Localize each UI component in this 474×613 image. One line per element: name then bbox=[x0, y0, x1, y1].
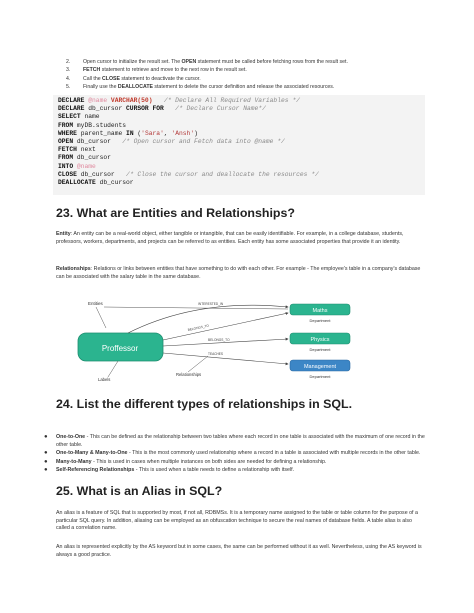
interested-in-arrow bbox=[128, 305, 288, 333]
department-label: Department bbox=[309, 347, 331, 352]
teaches-label: TEACHES bbox=[208, 352, 224, 356]
list-item: ● Many-to-Many - This is used in cases when multiple instances on both sides are needed for defining a relationship. bbox=[44, 458, 327, 465]
code-line: DEALLOCATE db_cursor bbox=[58, 179, 134, 187]
relationships-label: Relationships bbox=[176, 372, 202, 377]
list-item: 3. FETCH statement to retrieve and move to the next row in the result set. bbox=[66, 67, 247, 74]
relationship-types-list bbox=[44, 434, 429, 476]
code-line: FETCH next bbox=[58, 146, 96, 154]
sql-code-block bbox=[53, 95, 425, 195]
relationships-paragraph: Relationships: Relations or links between entities that have something to do with each other. For example - The employee's table in a company's database can be associated with the salary table in the same database. bbox=[56, 266, 421, 280]
code-line: FROM db_cursor bbox=[58, 154, 111, 162]
code-line: CLOSE db_cursor /* Close the cursor and deallocate the resources */ bbox=[58, 170, 319, 178]
alias-paragraph-2: An alias is represented explicitly by the AS keyword but in some cases, the same can be performed without it as well. Nevertheless, using the AS keyword is always a good practice. bbox=[56, 544, 422, 558]
entity-paragraph: Entity: An entity can be a real-world object, either tangible or intangible, that can be easily identifiable. For example, in a college database, students, professors, workers, departments, and projects can be referred to as entities. Each entity has some associated properties that provide it an identity. bbox=[56, 231, 404, 245]
code-line: WHERE parent_name IN ('Sara', 'Ansh') bbox=[58, 129, 198, 137]
code-line: SELECT name bbox=[58, 113, 100, 121]
bullet-icon: ● bbox=[44, 467, 48, 474]
code-line: DECLARE db_cursor CURSOR FOR /* Declare Cursor Name*/ bbox=[58, 105, 266, 113]
entities-label: Entities bbox=[88, 301, 103, 306]
list-item: ● One-to-Many & Many-to-One - This is the most commonly used relationship where a record in a table is associated with multiple records in the other table. bbox=[44, 450, 421, 457]
bullet-icon: ● bbox=[44, 434, 48, 440]
professor-label: Proffessor bbox=[101, 344, 139, 353]
code-line: INTO @name bbox=[58, 162, 96, 170]
list-item: 2. Open cursor to initialize the result set. The OPEN statement must be called before fetching rows from the result set. bbox=[66, 59, 348, 65]
code-line: OPEN db_cursor /* Open cursor and Fetch data into @name */ bbox=[58, 138, 285, 146]
code-line: DECLARE @name VARCHAR(50) /* Declare All Required Variables */ bbox=[58, 97, 300, 104]
labels-pointer bbox=[108, 361, 118, 377]
section-25-heading: 25. What is an Alias in SQL? bbox=[56, 484, 223, 498]
bullet-icon: ● bbox=[44, 450, 48, 457]
management-label: Management bbox=[303, 364, 337, 370]
labels-label: Labels bbox=[98, 377, 111, 382]
cursor-steps-list bbox=[66, 58, 436, 91]
belongs-to-arrow bbox=[163, 313, 288, 340]
entities-pointer bbox=[96, 307, 106, 328]
list-item: 4. Call the CLOSE statement to deactivate the cursor. bbox=[66, 75, 201, 82]
maths-label: Maths bbox=[312, 308, 328, 314]
belongs-to-label: BELONGS_TO bbox=[187, 323, 210, 332]
list-item: 5. Finally use the DEALLOCATE statement to delete the cursor definition and release the associated resources. bbox=[66, 83, 335, 90]
interested-in-label: INTERESTED_IN bbox=[198, 302, 224, 306]
relationships-pointer bbox=[188, 356, 208, 372]
list-item: ● Self-Referencing Relationships - This is used when a table needs to define a relationship with itself. bbox=[44, 467, 295, 474]
department-label: Department bbox=[309, 374, 331, 379]
alias-paragraph-1: An alias is a feature of SQL that is supported by most, if not all, RDBMSs. It is a temporary name assigned to the table or table column for the purpose of a particular SQL query. In addition, aliasing can be employed as an obfuscation technique to secure the real names of database fields. A table alias is also called a correlation name. bbox=[56, 510, 418, 532]
entity-relationship-diagram bbox=[58, 296, 368, 386]
section-24-heading: 24. List the different types of relationships in SQL. bbox=[56, 397, 353, 411]
list-item: ● One-to-One - This can be defined as the relationship between two tables where each record in one table is associated with the maximum of one record in the other table. bbox=[44, 434, 425, 448]
bullet-icon: ● bbox=[44, 458, 48, 465]
section-23-heading: 23. What are Entities and Relationships? bbox=[56, 206, 295, 220]
belongs-to-label: BELONGS_TO bbox=[208, 338, 230, 342]
code-line: FROM myDB.students bbox=[58, 121, 127, 129]
entities-pointer bbox=[104, 307, 288, 309]
teaches-arrow bbox=[163, 353, 288, 364]
physics-label: Physics bbox=[310, 337, 330, 343]
department-label: Department bbox=[309, 318, 331, 323]
